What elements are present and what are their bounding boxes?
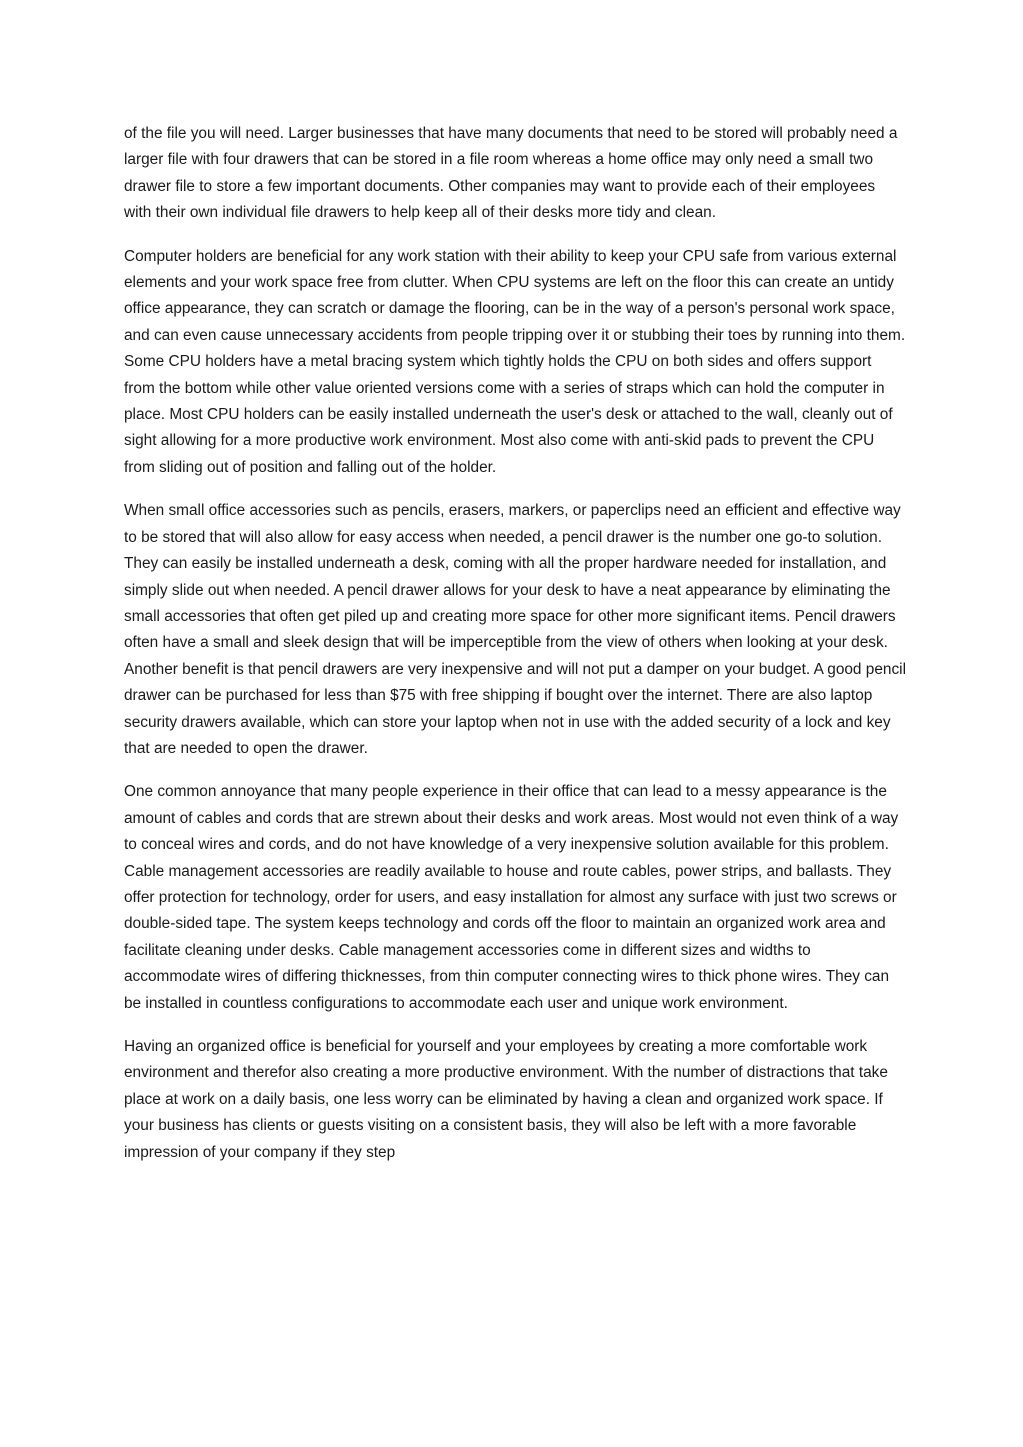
paragraph-organized-office: Having an organized office is beneficial for yourself and your employees by creating a more comfortable work environment and therefor also creating a more productive environment. With the number of distractions that take place at work on a daily basis, one less worry can be eliminated by having a clean and organized work space. If your business has clients or guests visiting on a consistent basis, they will also be left with a more favorable impression of your company if they step [124,1038,888,1161]
paragraph-cable-management: One common annoyance that many people experience in their office that can lead to a messy appearance is the amount of cables and cords that are strewn about their desks and work areas. Most would not even think of a way to conceal wires and cords, and do not have knowledge of a very inexpensive solution available for this problem. Cable management accessories are readily available to house and route cables, power strips, and ballasts. They offer protection for technology, order for users, and easy installation for almost any surface with just two screws or double-sided tape. The system keeps technology and cords off the floor to maintain an organized work area and facilitate cleaning under desks. Cable management accessories come in different sizes and widths to accommodate wires of differing thicknesses, from thin computer connecting wires to thick phone wires. They can be installed in countless configurations to accommodate each user and unique work environment. [124,783,899,1012]
paragraph-file-drawers: of the file you will need. Larger businesses that have many documents that need to be stored will probably need a larger file with four drawers that can be stored in a file room whereas a home office may only need a small two drawer file to store a few important documents. Other companies may want to provide each of their employees with their own individual file drawers to help keep all of their desks more tidy and clean. [124,125,898,222]
paragraph-computer-holders: Computer holders are beneficial for any work station with their ability to keep your CPU safe from various external elements and your work space free from clutter. When CPU systems are left on the floor this can create an untidy office appearance, they can scratch or damage the flooring, can be in the way of a person's personal work space, and can even cause unnecessary accidents from people tripping over it or stubbing their toes by running into them. Some CPU holders have a metal bracing system which tightly holds the CPU on both sides and offers support from the bottom while other value oriented versions come with a series of straps which can hold the computer in place. Most CPU holders can be easily installed underneath the user's desk or attached to the wall, cleanly out of sight allowing for a more productive work environment. Most also come with anti-skid pads to prevent the CPU from sliding out of position and falling out of the holder. [124,247,906,476]
paragraph-pencil-drawers: When small office accessories such as pencils, erasers, markers, or paperclips need an efficient and effective way to be stored that will also allow for easy access when needed, a pencil drawer is the number one go-to solution. They can easily be installed underneath a desk, coming with all the proper hardware needed for installation, and simply slide out when needed. A pencil drawer allows for your desk to have a neat appearance by eliminating the small accessories that often get piled up and creating more space for other more significant items. Pencil drawers often have a small and sleek design that will be imperceptible from the view of others when looking at your desk. Another benefit is that pencil drawers are very inexpensive and will not put a damper on your budget. A good pencil drawer can be purchased for less than $75 with free shipping if bought over the internet. There are also laptop security drawers available, which can store your laptop when not in use with the added security of a lock and key that are needed to open the drawer. [124,502,906,757]
document-body [124,121,906,1183]
